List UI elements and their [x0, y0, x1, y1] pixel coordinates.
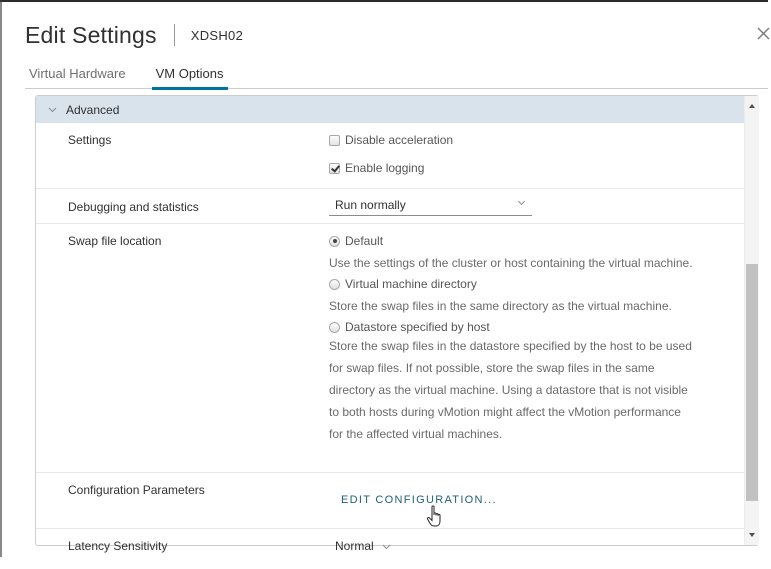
title-divider [174, 24, 175, 46]
row-label: Swap file location [68, 234, 162, 248]
checkbox-checked-icon [329, 163, 340, 174]
dialog-header [25, 20, 243, 50]
row-value [329, 132, 744, 176]
window-top-border [0, 0, 768, 2]
close-button[interactable] [755, 24, 771, 42]
option-description: Store the swap files in the same directory as the virtual machine. [329, 299, 672, 313]
description-line: to both hosts during vMotion might affect the vMotion performance [329, 405, 681, 419]
radio-selected-icon [329, 236, 340, 247]
row-latency-sensitivity [36, 529, 744, 569]
row-label: Configuration Parameters [68, 483, 205, 497]
select-value: Run normally [335, 198, 406, 212]
chevron-down-icon [382, 544, 391, 550]
scroll-down-arrow-icon[interactable] [749, 533, 755, 537]
row-label: Settings [68, 133, 112, 147]
disable-acceleration-checkbox[interactable] [329, 132, 744, 148]
option-label: Default [345, 234, 384, 248]
option-label: Virtual machine directory [345, 277, 477, 291]
row-debugging [36, 189, 744, 224]
tab-virtual-hardware[interactable]: Virtual Hardware [29, 66, 126, 81]
scroll-up-arrow-icon[interactable] [749, 104, 755, 108]
option-label: Enable logging [345, 161, 425, 175]
section-advanced-header[interactable] [36, 96, 744, 123]
description-line: Store the swap files in the datastore specified by the host to be used [329, 339, 692, 353]
row-label: Debugging and statistics [68, 200, 199, 214]
option-label: Disable acceleration [345, 133, 454, 147]
swap-datastore-radio[interactable] [329, 319, 744, 335]
latency-select[interactable] [335, 539, 391, 553]
enable-logging-checkbox[interactable] [329, 160, 744, 176]
radio-icon [329, 279, 340, 290]
row-label: Latency Sensitivity [68, 539, 168, 553]
edit-configuration-button[interactable]: EDIT CONFIGURATION... [341, 494, 497, 506]
description-line: for swap files. If not possible, store the swap files in the same [329, 361, 655, 375]
swap-default-radio[interactable] [329, 233, 744, 249]
row-swap-file-location [36, 224, 744, 473]
dialog-title: Edit Settings [25, 21, 157, 48]
scroll-content [36, 96, 744, 553]
option-description [329, 335, 744, 445]
hand-pointer-cursor-icon [426, 505, 444, 529]
option-description: Use the settings of the cluster or host containing the virtual machine. [329, 256, 693, 270]
section-label: Advanced [66, 102, 120, 117]
tab-bar [25, 60, 768, 89]
option-label: Datastore specified by host [345, 320, 490, 334]
vm-name: XDSH02 [190, 27, 244, 43]
chevron-down-icon [48, 105, 58, 115]
vertical-scrollbar[interactable] [744, 96, 759, 545]
tab-vm-options[interactable]: VM Options [152, 60, 228, 89]
row-settings [36, 123, 744, 189]
window-left-border [0, 0, 2, 557]
swap-vm-directory-radio[interactable] [329, 276, 744, 292]
debugging-select[interactable] [329, 194, 532, 216]
select-value: Normal [335, 539, 374, 553]
row-value [329, 233, 744, 445]
radio-icon [329, 322, 340, 333]
close-icon [755, 24, 771, 42]
row-configuration-parameters [36, 473, 744, 529]
chevron-down-icon [518, 198, 525, 205]
description-line: for the affected virtual machines. [329, 427, 503, 441]
description-line: directory as the virtual machine. Using a datastore that is not visible [329, 383, 688, 397]
scrollbar-thumb[interactable] [746, 264, 758, 501]
vm-options-panel [35, 95, 759, 553]
checkbox-icon [329, 135, 340, 146]
